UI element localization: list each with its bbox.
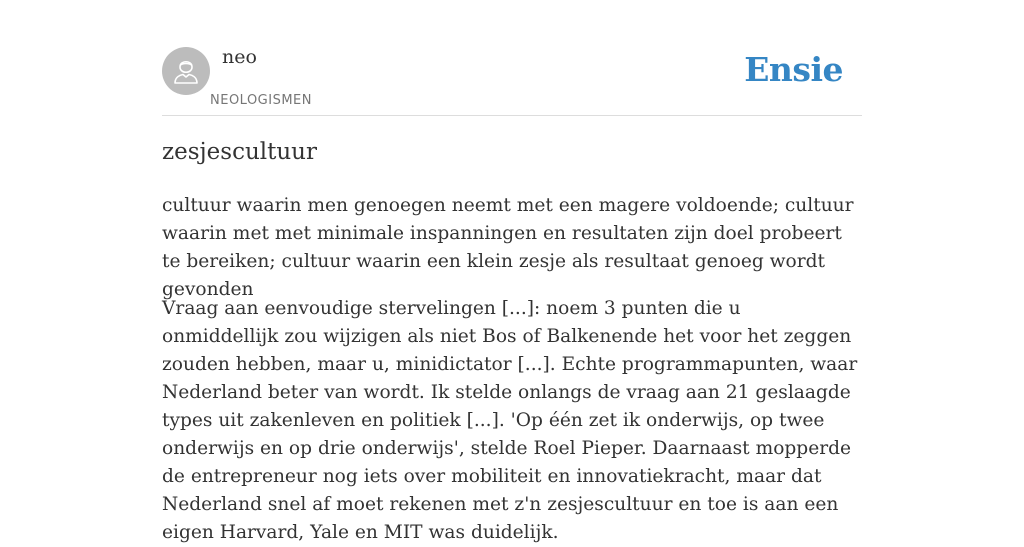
entry-definition: cultuur waarin men genoegen neemt met een magere voldoende; cultuur waarin met met minimale inspanningen en resultaten zijn doel probeert te bereiken; cultuur waarin een klein zesje als resultaat genoeg wordt gevonden	[162, 195, 854, 300]
entry-header	[162, 0, 862, 116]
brand-logo-link[interactable]: Ensie	[744, 50, 843, 89]
author-name-link[interactable]: neo	[222, 46, 257, 68]
entry-card	[162, 0, 862, 543]
user-avatar-icon[interactable]	[162, 47, 210, 95]
collection-link[interactable]: NEOLOGISMEN	[210, 93, 312, 108]
entry-term: zesjescultuur	[162, 139, 317, 165]
entry-example-quote: Vraag aan eenvoudige stervelingen [...]: noem 3 punten die u onmiddellijk zou wijzigen als niet Bos of Balkenende het voor het zeggen zouden hebben, maar u, minidictator [...]. Echte programmapunten, waar Nederland beter van wordt. Ik stelde onlangs de vraag aan 21 geslaagde types uit zakenleven en politiek [...]. 'Op één zet ik onderwijs, op twee onderwijs en op drie onderwijs', stelde Roel Pieper. Daarnaast mopperde de entrepreneur nog iets over mobiliteit en innovatiekracht, maar dat Nederland snel af moet rekenen met z'n zesjescultuur en toe is aan een eigen Harvard, Yale en MIT was duidelijk.	[162, 298, 858, 543]
